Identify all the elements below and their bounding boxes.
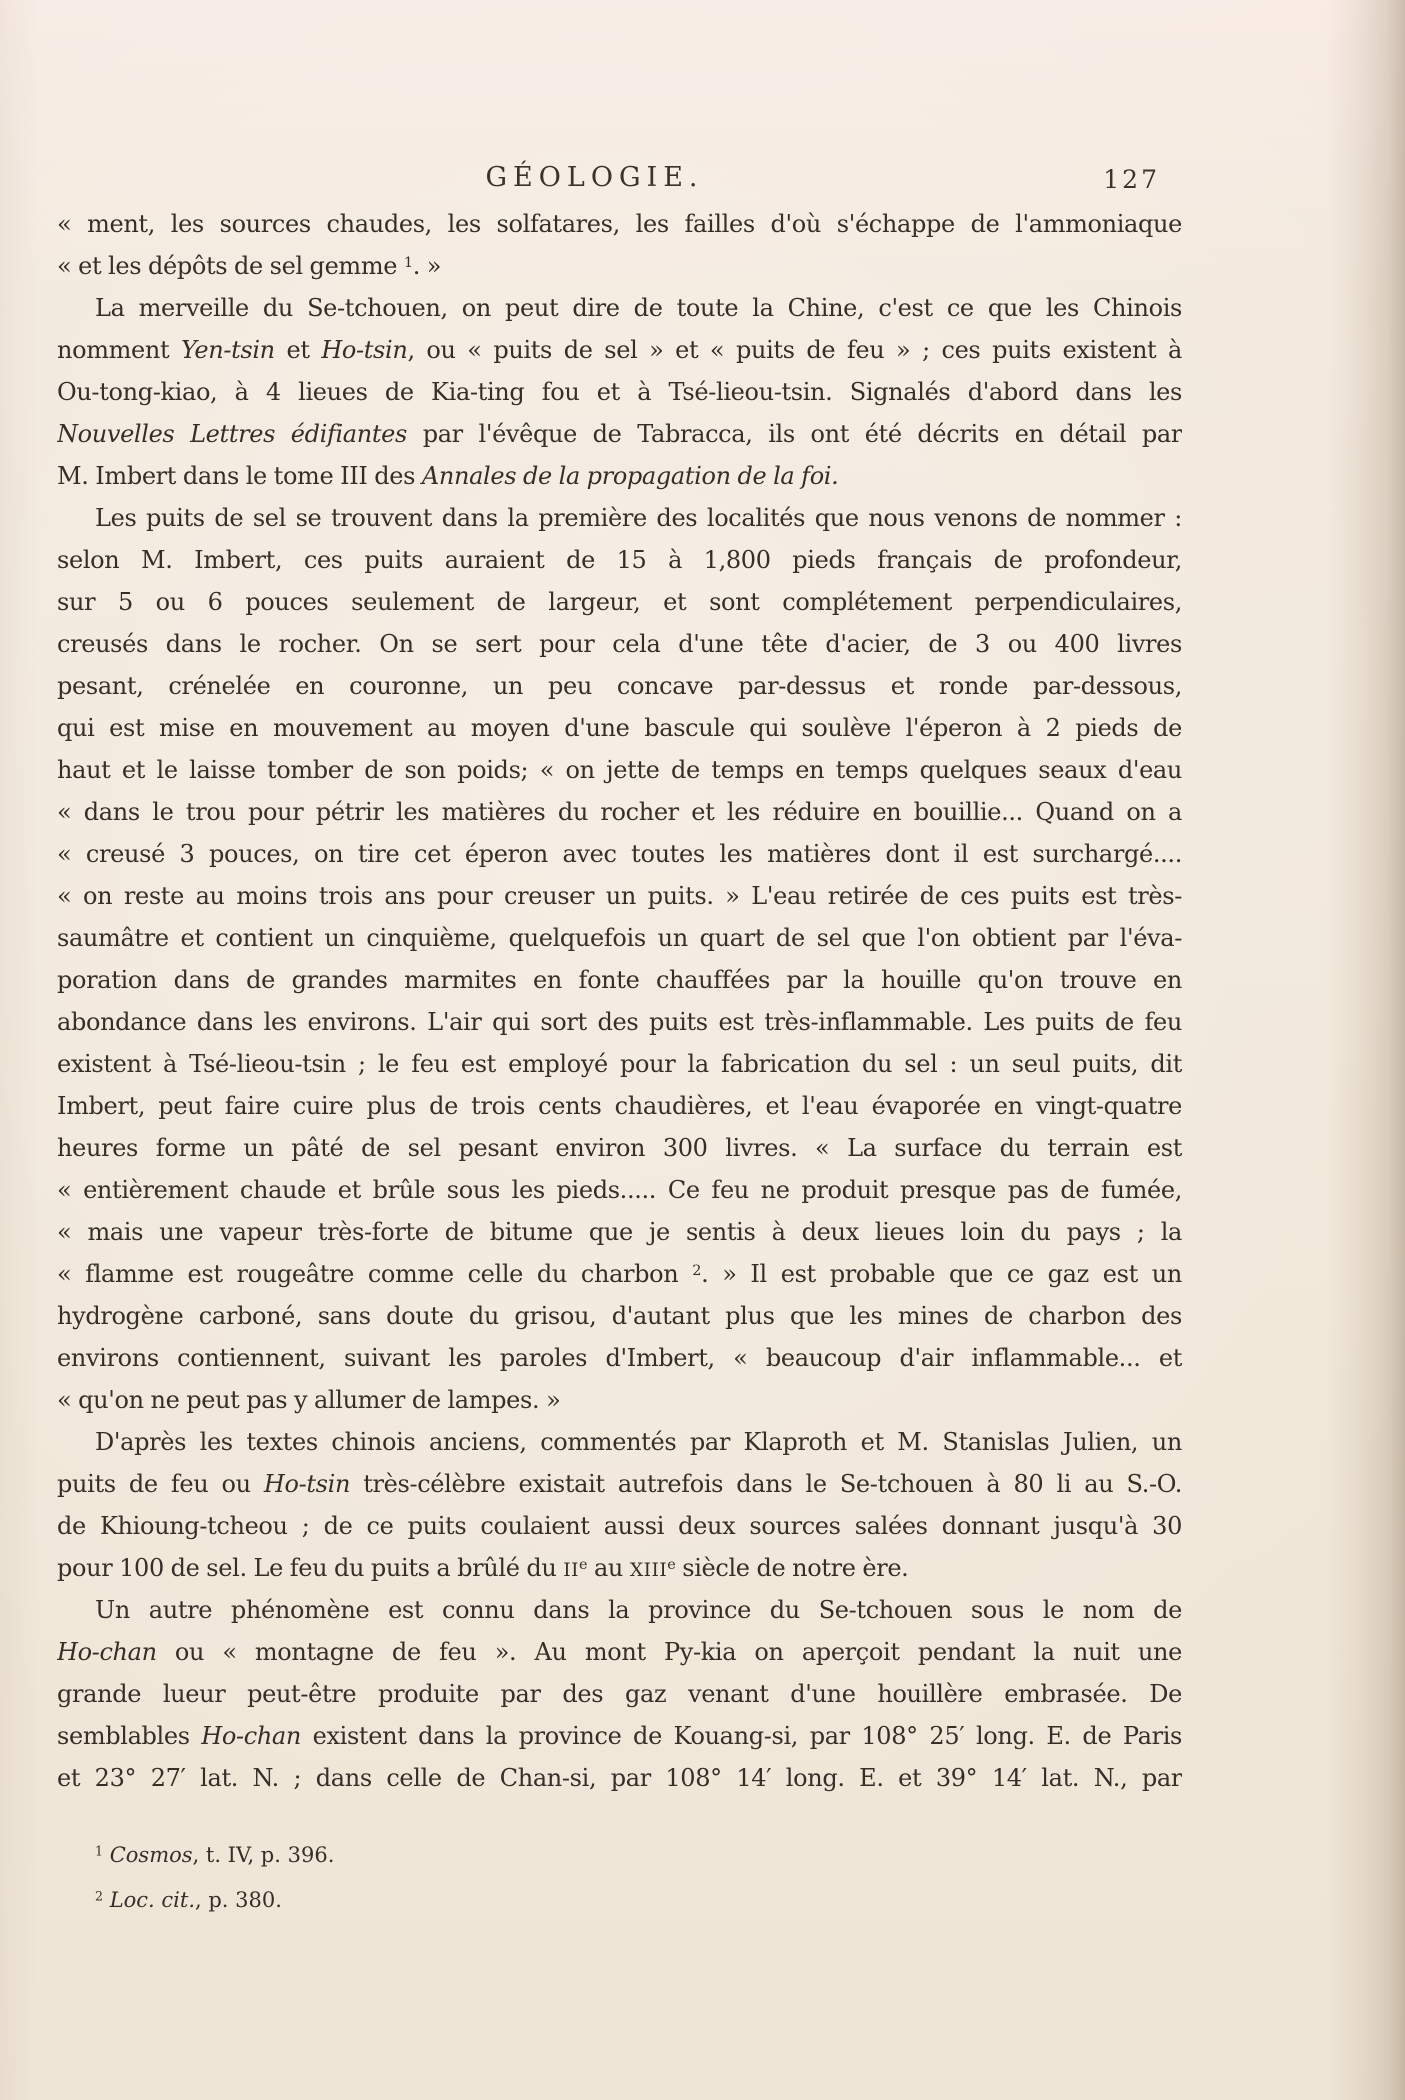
text-segment: et xyxy=(274,336,322,364)
text-line xyxy=(57,1631,1182,1673)
text-segment: haut et le laisse tomber de son poids; « on jette de temps en temps quelques seaux d'eau xyxy=(57,756,1182,784)
text-line xyxy=(57,1253,1182,1295)
page-left-shading xyxy=(0,0,40,2100)
superscript: e xyxy=(667,1556,676,1573)
text-segment xyxy=(103,1843,110,1867)
text-segment: « mais une vapeur très-forte de bitume que je sentis à deux lieues loin du pays ; la xyxy=(57,1218,1182,1246)
text-line xyxy=(57,1211,1182,1253)
page-content xyxy=(57,0,1182,2100)
text-line xyxy=(57,1547,1182,1589)
text-segment: Cosmos xyxy=(109,1843,193,1867)
text-segment: de Khioung-tcheou ; de ce puits coulaient aussi deux sources salées donnant jusqu'à 30 xyxy=(57,1512,1182,1540)
text-segment: pesant, crénelée en couronne, un peu concave par-dessus et ronde par-dessous, xyxy=(57,672,1182,700)
paragraph xyxy=(57,1421,1182,1589)
text-segment: très-célèbre existait autrefois dans le Se-tchouen à 80 li au S.-O. xyxy=(350,1470,1182,1498)
text-segment: pour 100 de sel. Le feu du puits a brûlé du xyxy=(57,1554,564,1582)
text-line xyxy=(57,455,1182,497)
text-line xyxy=(57,1589,1182,1631)
page-edge-shadow xyxy=(1325,0,1405,2100)
text-line xyxy=(57,1085,1182,1127)
text-segment: , ou « puits de sel » et « puits de feu » ; ces puits existent à xyxy=(407,336,1182,364)
text-line xyxy=(57,1379,1182,1421)
text-segment: « creusé 3 pouces, on tire cet éperon avec toutes les matières dont il est surchargé.... xyxy=(57,840,1182,868)
text-segment: . » Il est probable que ce gaz est un xyxy=(701,1260,1182,1288)
paragraph xyxy=(57,497,1182,1421)
superscript: 1 xyxy=(403,254,413,271)
text-segment: qui est mise en mouvement au moyen d'une bascule qui soulève l'éperon à 2 pieds de xyxy=(57,714,1182,742)
text-segment: existent dans la province de Kouang-si, par 108° 25′ long. E. de Paris xyxy=(301,1722,1182,1750)
text-line xyxy=(57,1757,1182,1799)
text-segment: Annales de la propagation de la foi. xyxy=(421,462,839,490)
text-segment: Ho-chan xyxy=(201,1722,301,1750)
text-segment: selon M. Imbert, ces puits auraient de 15 à 1,800 pieds français de profondeur, xyxy=(57,546,1182,574)
text-segment: « flamme est rougeâtre comme celle du charbon xyxy=(57,1260,693,1288)
text-segment: La merveille du Se-tchouen, on peut dire de toute la Chine, c'est ce que les Chinois xyxy=(95,294,1182,322)
text-segment: semblables xyxy=(57,1722,202,1750)
text-segment: poration dans de grandes marmites en fonte chauffées par la houille qu'on trouve en xyxy=(57,966,1182,994)
running-title: GÉOLOGIE. xyxy=(485,162,704,193)
text-line xyxy=(57,623,1182,665)
text-segment: « entièrement chaude et brûle sous les pieds..... Ce feu ne produit presque pas de fumée, xyxy=(57,1176,1182,1204)
superscript: 2 xyxy=(95,1888,104,1904)
text-segment: M. Imbert dans le tome III des xyxy=(57,462,422,490)
text-line xyxy=(57,665,1182,707)
text-line xyxy=(57,1295,1182,1337)
text-segment: et 23° 27′ lat. N. ; dans celle de Chan-si, par 108° 14′ long. E. et 39° 14′ lat. N., par xyxy=(57,1764,1182,1792)
text-segment: abondance dans les environs. L'air qui sort des puits est très-inflammable. Les puits de feu xyxy=(57,1008,1182,1036)
text-segment: sur 5 ou 6 pouces seulement de largeur, et sont complétement perpendiculaires, xyxy=(57,588,1182,616)
text-segment: heures forme un pâté de sel pesant environ 300 livres. « La surface du terrain est xyxy=(57,1134,1182,1162)
text-line xyxy=(95,1878,915,1923)
text-segment: « ment, les sources chaudes, les solfatares, les failles d'où s'échappe de l'ammoniaque xyxy=(57,210,1182,238)
text-segment: Ho-chan xyxy=(57,1638,157,1666)
text-segment: « dans le trou pour pétrir les matières du rocher et les réduire en bouillie... Quand on a xyxy=(57,798,1182,826)
text-segment: Imbert, peut faire cuire plus de trois cents chaudières, et l'eau évaporée en vingt-quatre xyxy=(57,1092,1182,1120)
text-line xyxy=(57,203,1182,245)
text-segment: , p. 380. xyxy=(195,1888,282,1912)
text-segment: saumâtre et contient un cinquième, quelquefois un quart de sel que l'on obtient par l'éva- xyxy=(57,924,1182,952)
text-segment: hydrogène carboné, sans doute du grisou, d'autant plus que les mines de charbon des xyxy=(57,1302,1182,1330)
text-line xyxy=(57,497,1182,539)
text-line xyxy=(57,1421,1182,1463)
text-line xyxy=(57,833,1182,875)
footnotes xyxy=(95,1833,915,1923)
text-segment: D'après les textes chinois anciens, commentés par Klaproth et M. Stanislas Julien, un xyxy=(95,1428,1182,1456)
text-line xyxy=(57,1463,1182,1505)
paragraph xyxy=(57,203,1182,287)
text-segment: Un autre phénomène est connu dans la province du Se-tchouen sous le nom de xyxy=(95,1596,1182,1624)
superscript: 2 xyxy=(692,1262,702,1279)
text-segment: Ho-tsin xyxy=(263,1470,351,1498)
text-line xyxy=(95,1833,915,1878)
text-segment: « on reste au moins trois ans pour creuser un puits. » L'eau retirée de ces puits est très- xyxy=(57,882,1182,910)
text-line xyxy=(57,1505,1182,1547)
text-segment: par l'évêque de Tabracca, ils ont été décrits en détail par xyxy=(407,420,1182,448)
text-segment: , t. IV, p. 396. xyxy=(192,1843,335,1867)
text-segment: Les puits de sel se trouvent dans la première des localités que nous venons de nommer : xyxy=(95,504,1182,532)
text-segment xyxy=(103,1888,110,1912)
paragraph xyxy=(57,1589,1182,1799)
text-segment: siècle de notre ère. xyxy=(675,1554,909,1582)
body-text xyxy=(57,203,1182,1799)
page-number: 127 xyxy=(1103,165,1160,194)
text-segment: existent à Tsé-lieou-tsin ; le feu est employé pour la fabrication du sel : un seul puits, dit xyxy=(57,1050,1182,1078)
text-segment: XIII xyxy=(629,1560,668,1581)
paragraph xyxy=(57,287,1182,497)
text-segment: . » xyxy=(412,252,442,280)
text-line xyxy=(57,1043,1182,1085)
text-line xyxy=(57,917,1182,959)
text-line xyxy=(57,959,1182,1001)
text-line xyxy=(57,371,1182,413)
paragraph xyxy=(95,1833,915,1923)
text-segment: Ou-tong-kiao, à 4 lieues de Kia-ting fou et à Tsé-lieou-tsin. Signalés d'abord dans les xyxy=(57,378,1182,406)
text-line xyxy=(57,539,1182,581)
text-segment: ou « montagne de feu ». Au mont Py-kia on aperçoit pendant la nuit une xyxy=(156,1638,1182,1666)
text-line xyxy=(57,1337,1182,1379)
text-line xyxy=(57,1001,1182,1043)
text-line xyxy=(57,1673,1182,1715)
text-segment: au xyxy=(587,1554,630,1582)
text-segment: Ho-tsin xyxy=(321,336,408,364)
text-line xyxy=(57,791,1182,833)
text-segment: « et les dépôts de sel gemme xyxy=(57,252,404,280)
text-line xyxy=(57,581,1182,623)
text-segment: Loc. cit. xyxy=(109,1888,195,1912)
text-segment: grande lueur peut-être produite par des gaz venant d'une houillère embrasée. De xyxy=(57,1680,1182,1708)
text-segment: environs contiennent, suivant les paroles d'Imbert, « beaucoup d'air inflammable... et xyxy=(57,1344,1182,1372)
text-segment: Nouvelles Lettres édifiantes xyxy=(57,420,407,448)
superscript: e xyxy=(579,1556,588,1573)
text-line xyxy=(57,245,1182,287)
text-line xyxy=(57,749,1182,791)
text-line xyxy=(57,1169,1182,1211)
text-line xyxy=(57,1715,1182,1757)
text-line xyxy=(57,413,1182,455)
text-line xyxy=(57,707,1182,749)
text-line xyxy=(57,1127,1182,1169)
text-line xyxy=(57,875,1182,917)
text-segment: II xyxy=(563,1560,580,1581)
text-segment: puits de feu ou xyxy=(57,1470,264,1498)
text-segment: creusés dans le rocher. On se sert pour cela d'une tête d'acier, de 3 ou 400 livres xyxy=(57,630,1182,658)
text-segment: « qu'on ne peut pas y allumer de lampes. » xyxy=(57,1386,561,1414)
text-segment: nomment xyxy=(57,336,181,364)
text-segment: Yen-tsin xyxy=(180,336,275,364)
text-line xyxy=(57,287,1182,329)
superscript: 1 xyxy=(95,1843,104,1859)
text-line xyxy=(57,329,1182,371)
